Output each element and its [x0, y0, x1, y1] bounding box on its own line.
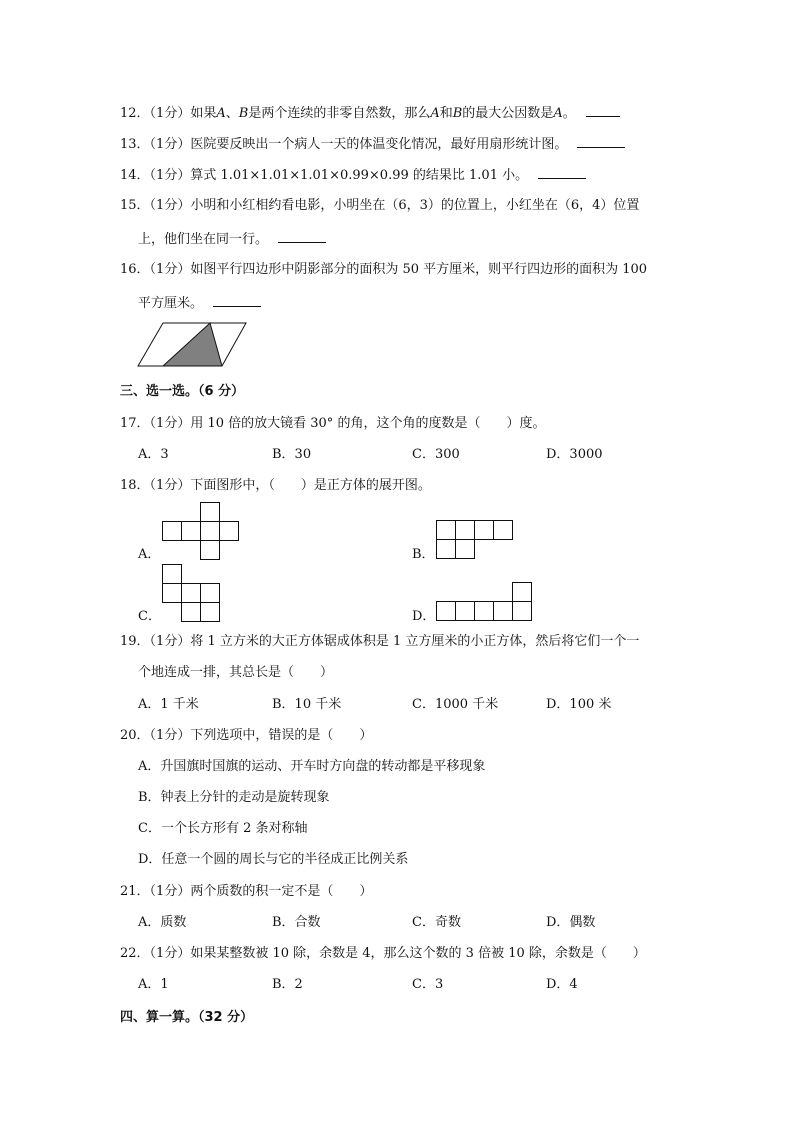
question-text: 是两个连续的非零自然数，那么: [248, 106, 431, 121]
option-d[interactable]: D．: [412, 609, 436, 624]
net-figure-c: [162, 564, 220, 622]
option-c[interactable]: C．一个长方形有 2 条对称轴: [138, 821, 308, 836]
question-text: 将 1 立方米的大正方体锯成体积是 1 立方厘米的小正方体，然后将它们一个一: [190, 634, 640, 649]
question-text: 小明和小红相约看电影，小明坐在（6，3）的位置上，小红坐在（6，4）位置: [190, 198, 640, 213]
option-b[interactable]: B．30: [272, 447, 312, 462]
question-number: 16．: [120, 262, 150, 277]
question-19: [120, 634, 639, 650]
question-text: 两个质数的积一定不是（ ）: [190, 884, 373, 899]
option-d[interactable]: D．4: [546, 977, 578, 992]
question-number: 14．: [120, 168, 150, 183]
question-text: 和: [439, 106, 453, 121]
option-c[interactable]: C．奇数: [412, 915, 461, 930]
option-b[interactable]: B．合数: [272, 915, 321, 930]
answer-blank[interactable]: [586, 104, 620, 117]
question-score: （1分）: [149, 728, 191, 743]
question-14: [120, 166, 586, 184]
question-score: （1分）: [149, 262, 191, 277]
question-number: 12．: [120, 106, 150, 121]
option-a[interactable]: A．1 千米: [138, 697, 199, 712]
question-text: 算式 1.01×1.01×1.01×0.99×0.99 的结果比 1.01 小。: [190, 168, 529, 183]
question-text: 平方厘米。: [138, 296, 204, 311]
question-number: 19．: [120, 634, 150, 649]
question-16: [120, 262, 647, 278]
parallelogram-figure: [138, 322, 248, 368]
answer-blank[interactable]: [577, 135, 625, 148]
question-score: （1分）: [149, 416, 191, 431]
option-c[interactable]: C．3: [412, 977, 444, 992]
question-12: [120, 104, 620, 122]
question-number: 15．: [120, 198, 150, 213]
net-figure-d: [436, 582, 532, 622]
option-d[interactable]: D．3000: [546, 447, 603, 462]
question-score: （1分）: [149, 946, 191, 961]
question-22: [120, 946, 646, 962]
option-c[interactable]: C．300: [412, 447, 460, 462]
question-text: 用 10 倍的放大镜看 30° 的角，这个角的度数是（ ）度。: [190, 416, 546, 431]
question-score: （1分）: [149, 106, 191, 121]
section-heading-4: 四、算一算。（32 分）: [120, 1010, 254, 1025]
var-a: A: [430, 106, 440, 121]
question-score: （1分）: [149, 137, 191, 152]
option-a[interactable]: A．3: [138, 447, 169, 462]
question-19-cont: [138, 665, 333, 681]
option-a[interactable]: A．升国旗时国旗的运动、开车时方向盘的转动都是平移现象: [138, 759, 486, 774]
question-text: 、: [225, 106, 239, 121]
question-text: 如果某整数被 10 除，余数是 4，那么这个数的 3 倍被 10 除，余数是（ ）: [190, 946, 646, 961]
question-score: （1分）: [149, 634, 191, 649]
question-text: 。: [562, 106, 576, 121]
var-b: B: [238, 106, 249, 121]
option-d[interactable]: D．偶数: [546, 915, 596, 930]
option-b[interactable]: B．钟表上分针的走动是旋转现象: [138, 790, 330, 805]
option-a[interactable]: A．1: [138, 977, 169, 992]
question-number: 13．: [120, 137, 150, 152]
section-heading-3: 三、选一选。（6 分）: [120, 384, 245, 399]
question-text: 医院要反映出一个病人一天的体温变化情况，最好用扇形统计图。: [190, 137, 568, 152]
question-number: 17．: [120, 416, 150, 431]
option-b[interactable]: B．: [412, 547, 435, 562]
question-score: （1分）: [149, 478, 191, 493]
answer-blank[interactable]: [538, 166, 586, 179]
option-d[interactable]: D．100 米: [546, 697, 612, 712]
question-text: 上，他们坐在同一行。: [138, 232, 269, 247]
var-a: A: [216, 106, 226, 121]
question-text: 下列选项中，错误的是（ ）: [190, 728, 373, 743]
option-d[interactable]: D．任意一个圆的周长与它的半径成正比例关系: [138, 852, 409, 867]
net-figure-b: [436, 520, 514, 560]
question-score: （1分）: [149, 884, 191, 899]
question-text: 个地连成一排，其总长是（ ）: [138, 665, 334, 680]
var-a: A: [553, 106, 563, 121]
question-18: [120, 478, 431, 494]
option-c[interactable]: C．: [138, 609, 161, 624]
var-b: B: [452, 106, 463, 121]
option-c[interactable]: C．1000 千米: [412, 697, 499, 712]
option-b[interactable]: B．10 千米: [272, 697, 342, 712]
question-15: [120, 198, 639, 214]
question-21: [120, 884, 372, 900]
net-figure-a: [162, 502, 240, 560]
answer-blank[interactable]: [213, 294, 261, 307]
question-15-cont: [138, 230, 326, 248]
option-a[interactable]: A．: [138, 547, 161, 562]
question-17: [120, 416, 545, 432]
question-text: 如果: [190, 106, 217, 121]
question-text: 的最大公因数是: [462, 106, 554, 121]
question-number: 20．: [120, 728, 150, 743]
answer-blank[interactable]: [278, 230, 326, 243]
question-13: [120, 135, 625, 153]
question-score: （1分）: [149, 198, 191, 213]
question-number: 21．: [120, 884, 150, 899]
question-number: 22．: [120, 946, 150, 961]
question-text: 下面图形中，（ ）是正方体的展开图。: [190, 478, 431, 493]
question-20: [120, 728, 372, 744]
question-16-cont: [138, 294, 261, 312]
question-number: 18．: [120, 478, 150, 493]
question-score: （1分）: [149, 168, 191, 183]
option-a[interactable]: A．质数: [138, 915, 187, 930]
question-text: 如图平行四边形中阴影部分的面积为 50 平方厘米，则平行四边形的面积为 100: [190, 262, 648, 277]
option-b[interactable]: B．2: [272, 977, 303, 992]
